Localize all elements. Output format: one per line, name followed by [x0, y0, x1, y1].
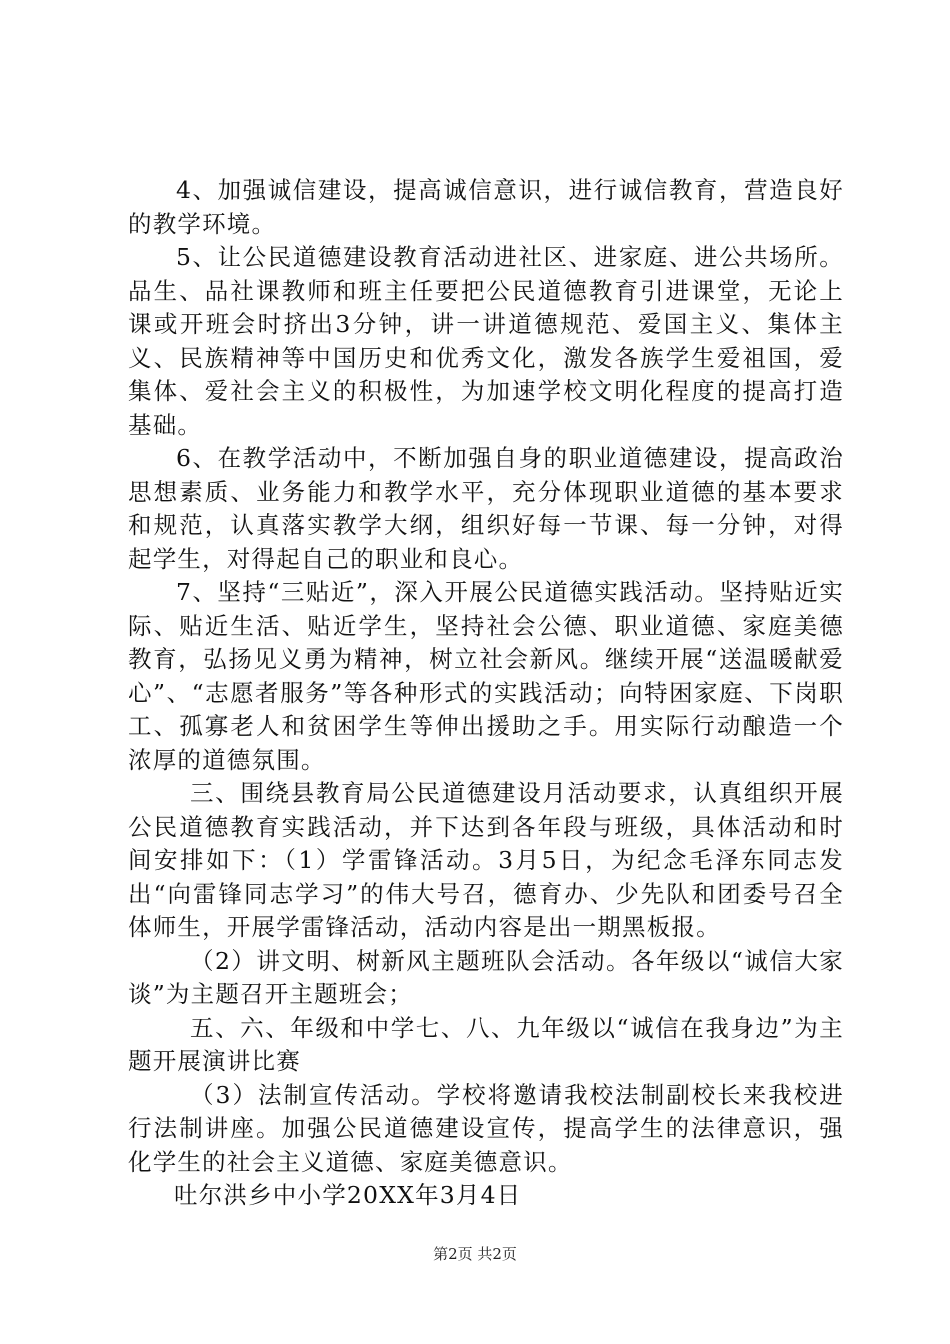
paragraph-speech-contest: 五、六、年级和中学七、八、九年级以“诚信在我身边”为主题开展演讲比赛 — [128, 1013, 844, 1075]
paragraph-item-7: 7、坚持“三贴近”，深入开展公民道德实践活动。坚持贴近实际、贴近生活、贴近学生，坚持社会公德、职业道德、家庭美德教育，弘扬见义勇为精神，树立社会新风。继续开展“送温暖献爱心”、“志愿者服务”等各种形式的实践活动；向特困家庭、下岗职工、孤寡老人和贫困学生等伸出援助之手。用实际行动酿造一个浓厚的道德氛围。 — [128, 578, 844, 774]
paragraph-activity-2: （2）讲文明、树新风主题班队会活动。各年级以“诚信大家谈”为主题召开主题班会； — [128, 946, 844, 1008]
paragraph-activity-3: （3）法制宣传活动。学校将邀请我校法制副校长来我校进行法制讲座。加强公民道德建设宣传，提高学生的法律意识，强化学生的社会主义道德、家庭美德意识。 — [128, 1080, 844, 1176]
paragraph-section-3: 三、围绕县教育局公民道德建设月活动要求，认真组织开展公民道德教育实践活动，并下达到各年段与班级，具体活动和时间安排如下：（1）学雷锋活动。3月5日，为纪念毛泽东同志发出“向雷锋同志学习”的伟大号召，德育办、少先队和团委号召全体师生，开展学雷锋活动，活动内容是出一期黑板报。 — [128, 779, 844, 941]
page-number-footer: 第2页 共2页 — [433, 1245, 517, 1263]
signature-line: 吐尔洪乡中小学20XX年3月4日 — [174, 1181, 522, 1209]
paragraph-item-6: 6、在教学活动中，不断加强自身的职业道德建设，提高政治思想素质、业务能力和教学水平，充分体现职业道德的基本要求和规范，认真落实教学大纲，组织好每一节课、每一分钟，对得起学生，对得起自己的职业和良心。 — [128, 444, 844, 573]
document-body — [128, 174, 844, 1213]
paragraph-item-4: 4、加强诚信建设，提高诚信意识，进行诚信教育，营造良好的教学环境。 — [128, 176, 844, 238]
paragraph-item-5: 5、让公民道德建设教育活动进社区、进家庭、进公共场所。品生、品社课教师和班主任要把公民道德教育引进课堂，无论上课或开班会时挤出3分钟，讲一讲道德规范、爱国主义、集体主义、民族精神等中国历史和优秀文化，激发各族学生爱祖国，爱集体、爱社会主义的积极性，为加速学校文明化程度的提高打造基础。 — [128, 243, 844, 439]
